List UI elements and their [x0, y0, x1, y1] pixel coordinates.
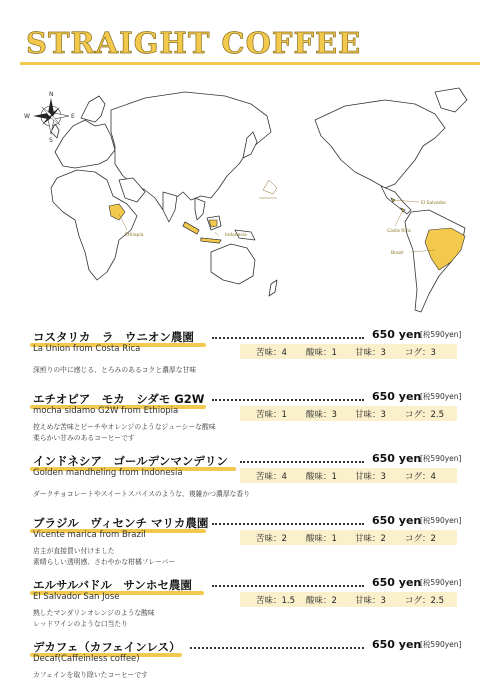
- taste-body: コグ：3: [405, 348, 436, 358]
- map-australia: [211, 244, 255, 284]
- item-english-name: La Union from Costa Rica: [33, 344, 141, 354]
- item-description-line-1: 控えめな苦味とピーチやオレンジのようなジューシーな酸味: [33, 423, 216, 431]
- map-label-indonesia: Indonesia: [225, 233, 247, 238]
- taste-sweet: 甘味：3: [355, 472, 386, 482]
- tasting-panel: [240, 530, 457, 545]
- tasting-panel: [240, 406, 457, 421]
- taste-body: コグ：4: [405, 472, 436, 482]
- item-description-line-2: レッドワインのような口当たり: [33, 620, 128, 628]
- map-se-asia: [195, 198, 205, 220]
- item-price-tax: [税590yen]: [420, 516, 462, 525]
- item-name: ブラジル ヴィセンチ マリカ農園: [33, 516, 209, 530]
- item-name: エチオピア モカ シダモ G2W: [33, 392, 205, 406]
- item-name: エルサルバドル サンホセ農園: [33, 578, 192, 592]
- item-english-name: Vicente marica from Brazil: [33, 530, 146, 540]
- tasting-panel: [240, 592, 457, 607]
- map-north-america: [315, 100, 445, 188]
- price-leader-dots: [212, 585, 364, 587]
- page-title: STRAIGHT COFFEE: [26, 26, 362, 60]
- map-india: [163, 192, 177, 222]
- taste-bitter: 苦味：2: [256, 534, 287, 544]
- item-description: ダークチョコレートやスイートスパイスのような、複雑かつ濃厚な香り: [33, 490, 251, 498]
- item-description-line-2: 柔らかい甘みのあるコーヒーです: [33, 434, 135, 442]
- item-english-name: Golden mandheling from Indonesia: [33, 468, 183, 478]
- item-description: 深煎りの中に感じる、とろみのあるコクと濃厚な甘味: [33, 366, 197, 374]
- item-price-tax: [税590yen]: [420, 392, 462, 401]
- taste-acid: 酸味：3: [306, 410, 337, 420]
- taste-body: コグ：2: [405, 534, 436, 544]
- map-central-america: [381, 186, 411, 214]
- taste-acid: 酸味：1: [306, 534, 337, 544]
- map-greenland: [435, 88, 467, 112]
- map-label-el-salvador: El Salvador: [421, 201, 447, 206]
- item-description-line-1: 店主が直接買い付けました: [33, 547, 115, 555]
- world-map: [15, 80, 485, 330]
- taste-bitter: 苦味：4: [256, 472, 287, 482]
- item-description: カフェインを取り除いたコーヒーです: [33, 671, 148, 679]
- taste-acid: 酸味：1: [306, 472, 337, 482]
- item-price: 650 yen: [372, 328, 422, 341]
- item-description-line-2: 素晴らしい透明感、さわやかな柑橘フレーバー: [33, 558, 176, 566]
- item-name: インドネシア ゴールデンマンデリン: [33, 454, 228, 468]
- item-price: 650 yen: [372, 638, 422, 651]
- price-leader-dots: [240, 461, 364, 463]
- compass-w: W: [24, 113, 30, 120]
- item-price-tax: [税590yen]: [420, 330, 462, 339]
- item-price-tax: [税590yen]: [420, 640, 462, 649]
- compass-e: E: [71, 113, 75, 120]
- taste-bitter: 苦味：1.5: [256, 596, 296, 606]
- item-name: コスタリカ ラ ウニオン農園: [33, 330, 194, 344]
- item-price: 650 yen: [372, 576, 422, 589]
- tasting-panel: [240, 344, 457, 359]
- title-underline: [20, 62, 480, 65]
- taste-sweet: 甘味：3: [355, 596, 386, 606]
- taste-body: コグ：2.5: [405, 410, 445, 420]
- taste-acid: 酸味：1: [306, 348, 337, 358]
- taste-bitter: 苦味：1: [256, 410, 287, 420]
- taste-sweet: 甘味：3: [355, 410, 386, 420]
- item-price-tax: [税590yen]: [420, 454, 462, 463]
- item-name: デカフェ（カフェインレス）: [33, 640, 181, 654]
- item-price: 650 yen: [372, 452, 422, 465]
- item-price: 650 yen: [372, 390, 422, 403]
- tasting-panel: [240, 468, 457, 483]
- map-label-costa-rica: Costa Rica: [387, 229, 411, 234]
- compass-s: S: [49, 137, 53, 144]
- price-leader-dots: [212, 523, 364, 525]
- map-scandinavia: [81, 96, 105, 122]
- map-indonesia-highlight: [183, 220, 221, 243]
- map-new-zealand: [269, 280, 277, 296]
- taste-sweet: 甘味：3: [355, 348, 386, 358]
- taste-body: コグ：2.5: [405, 596, 445, 606]
- price-leader-dots: [212, 399, 364, 401]
- roaster-logo: [259, 180, 277, 198]
- taste-sweet: 甘味：2: [355, 534, 386, 544]
- taste-bitter: 苦味：4: [256, 348, 287, 358]
- map-label-brazil: Brazil: [391, 251, 404, 256]
- item-price-tax: [税590yen]: [420, 578, 462, 587]
- item-price: 650 yen: [372, 514, 422, 527]
- price-leader-dots: [190, 647, 364, 649]
- taste-acid: 酸味：2: [306, 596, 337, 606]
- compass-n: N: [49, 91, 54, 98]
- item-english-name: mocha sidamo G2W from Ethiopia: [33, 406, 179, 416]
- item-description-line-1: 熟したマンダリンオレンジのような酸味: [33, 609, 155, 617]
- map-label-ethiopia: Ethiopia: [125, 233, 144, 238]
- item-english-name: El Salvador San Jose: [33, 592, 120, 602]
- price-leader-dots: [212, 337, 364, 339]
- item-english-name: Decaf(Caffeinless coffee): [33, 654, 140, 664]
- map-europe: [55, 120, 115, 168]
